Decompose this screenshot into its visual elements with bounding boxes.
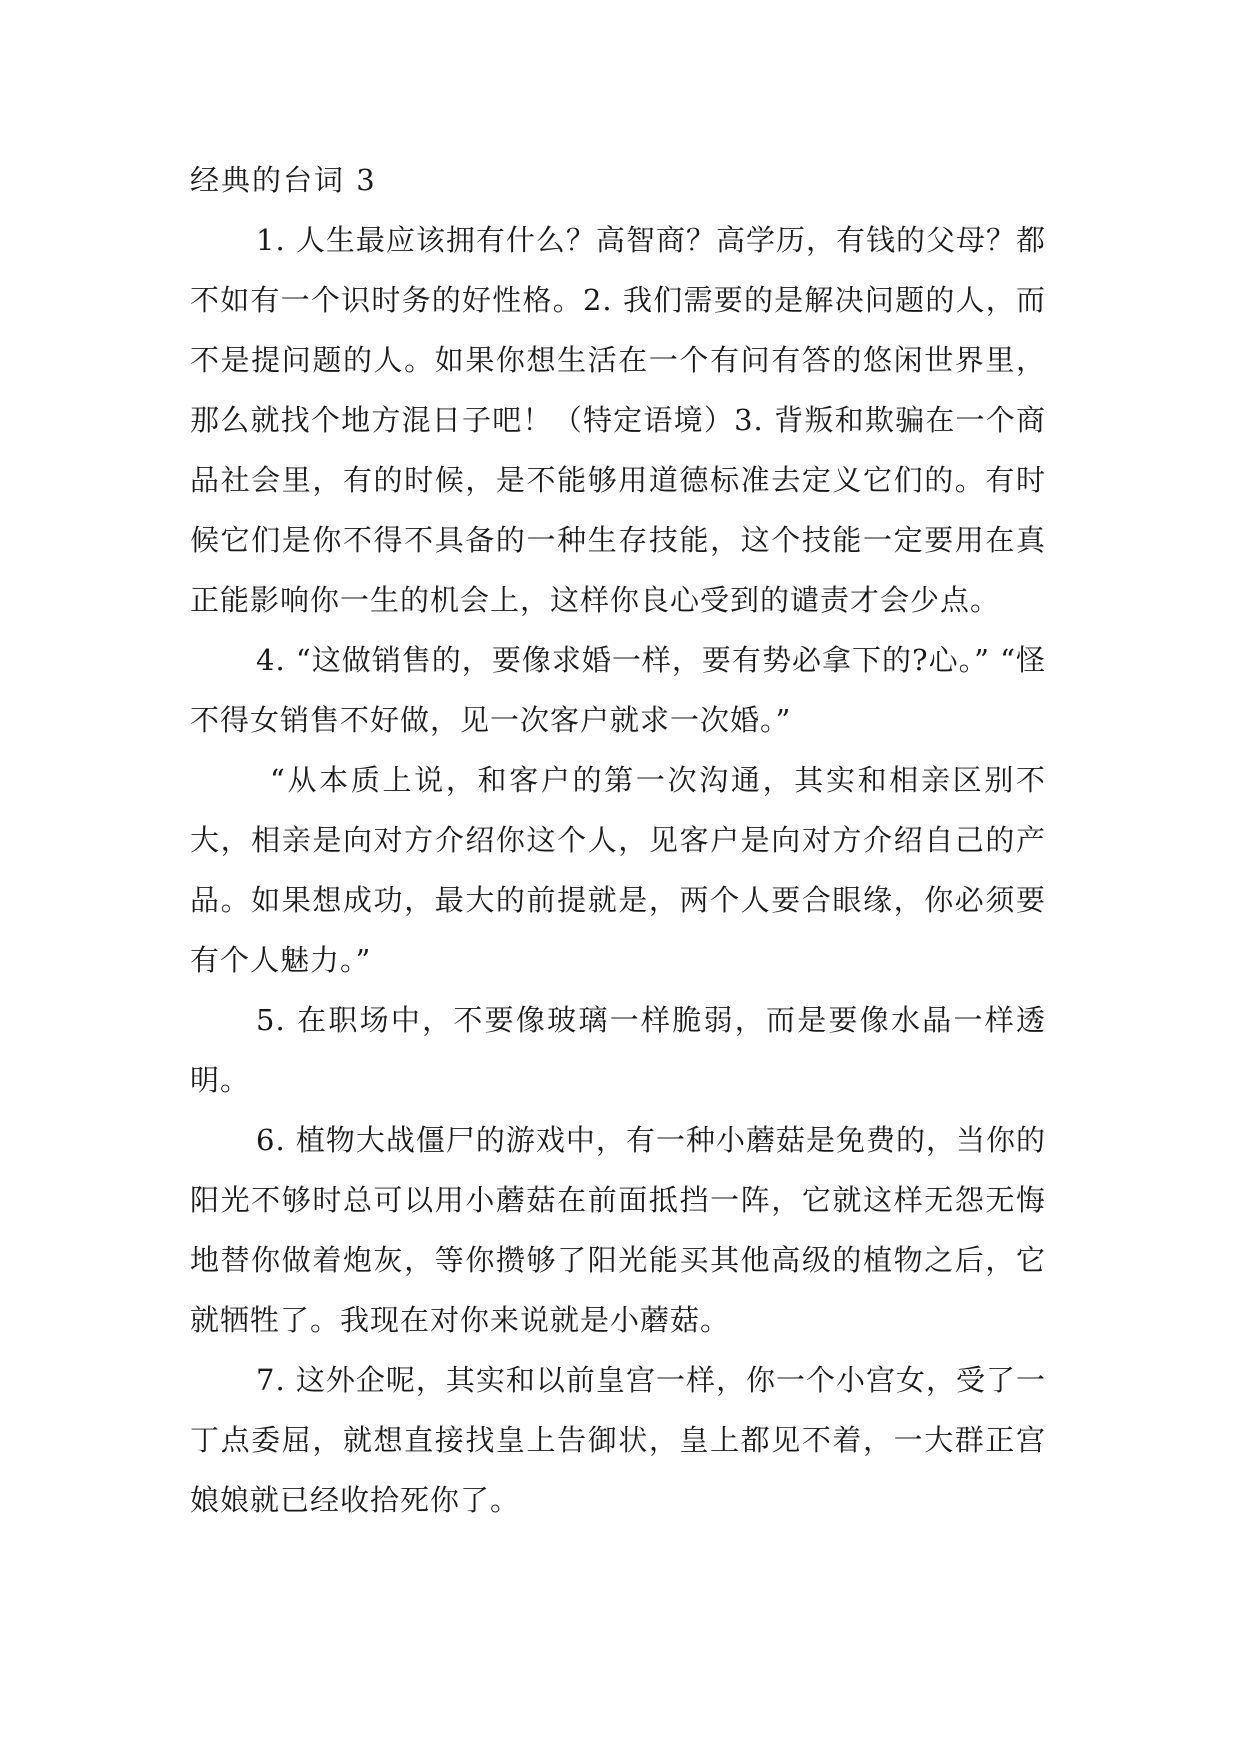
document-heading: 经典的台词 3 [190, 163, 377, 197]
paragraph-1: 1. 人生最应该拥有什么？高智商？高学历，有钱的父母？都不如有一个识时务的好性格。2. 我们需要的是解决问题的人，而不是提问题的人。如果你想生活在一个有问有答的悠闲世界里，那么就找个地方混日子吧！（特定语境）3. 背叛和欺骗在一个商品社会里，有的时候，是不能够用道德标准去定义它们的。有时候它们是你不得不具备的一种生存技能，这个技能一定要用在真正能影响你一生的机会上，这样你良心受到的谴责才会少点。 [190, 223, 1046, 617]
paragraph-6: 7. 这外企呢，其实和以前皇宫一样，你一个小宫女，受了一丁点委屈，就想直接找皇上告御状，皇上都见不着，一大群正宫娘娘就已经收拾死你了。 [190, 1363, 1046, 1517]
paragraph-5: 6. 植物大战僵尸的游戏中，有一种小蘑菇是免费的，当你的阳光不够时总可以用小蘑菇在前面抵挡一阵，它就这样无怨无悔地替你做着炮灰，等你攒够了阳光能买其他高级的植物之后，它就牺牲了。我现在对你来说就是小蘑菇。 [190, 1123, 1046, 1337]
document-page [190, 150, 1046, 1530]
paragraph-2: 4. “这做销售的，要像求婚一样，要有势必拿下的?心。” “怪不得女销售不好做，见一次客户就求一次婚。” [190, 643, 1046, 737]
paragraph-4: 5. 在职场中，不要像玻璃一样脆弱，而是要像水晶一样透明。 [190, 1003, 1046, 1097]
paragraph-3: “从本质上说，和客户的第一次沟通，其实和相亲区别不大，相亲是向对方介绍你这个人，见客户是向对方介绍自己的产品。如果想成功，最大的前提就是，两个人要合眼缘，你必须要有个人魅力。” [190, 763, 1046, 977]
